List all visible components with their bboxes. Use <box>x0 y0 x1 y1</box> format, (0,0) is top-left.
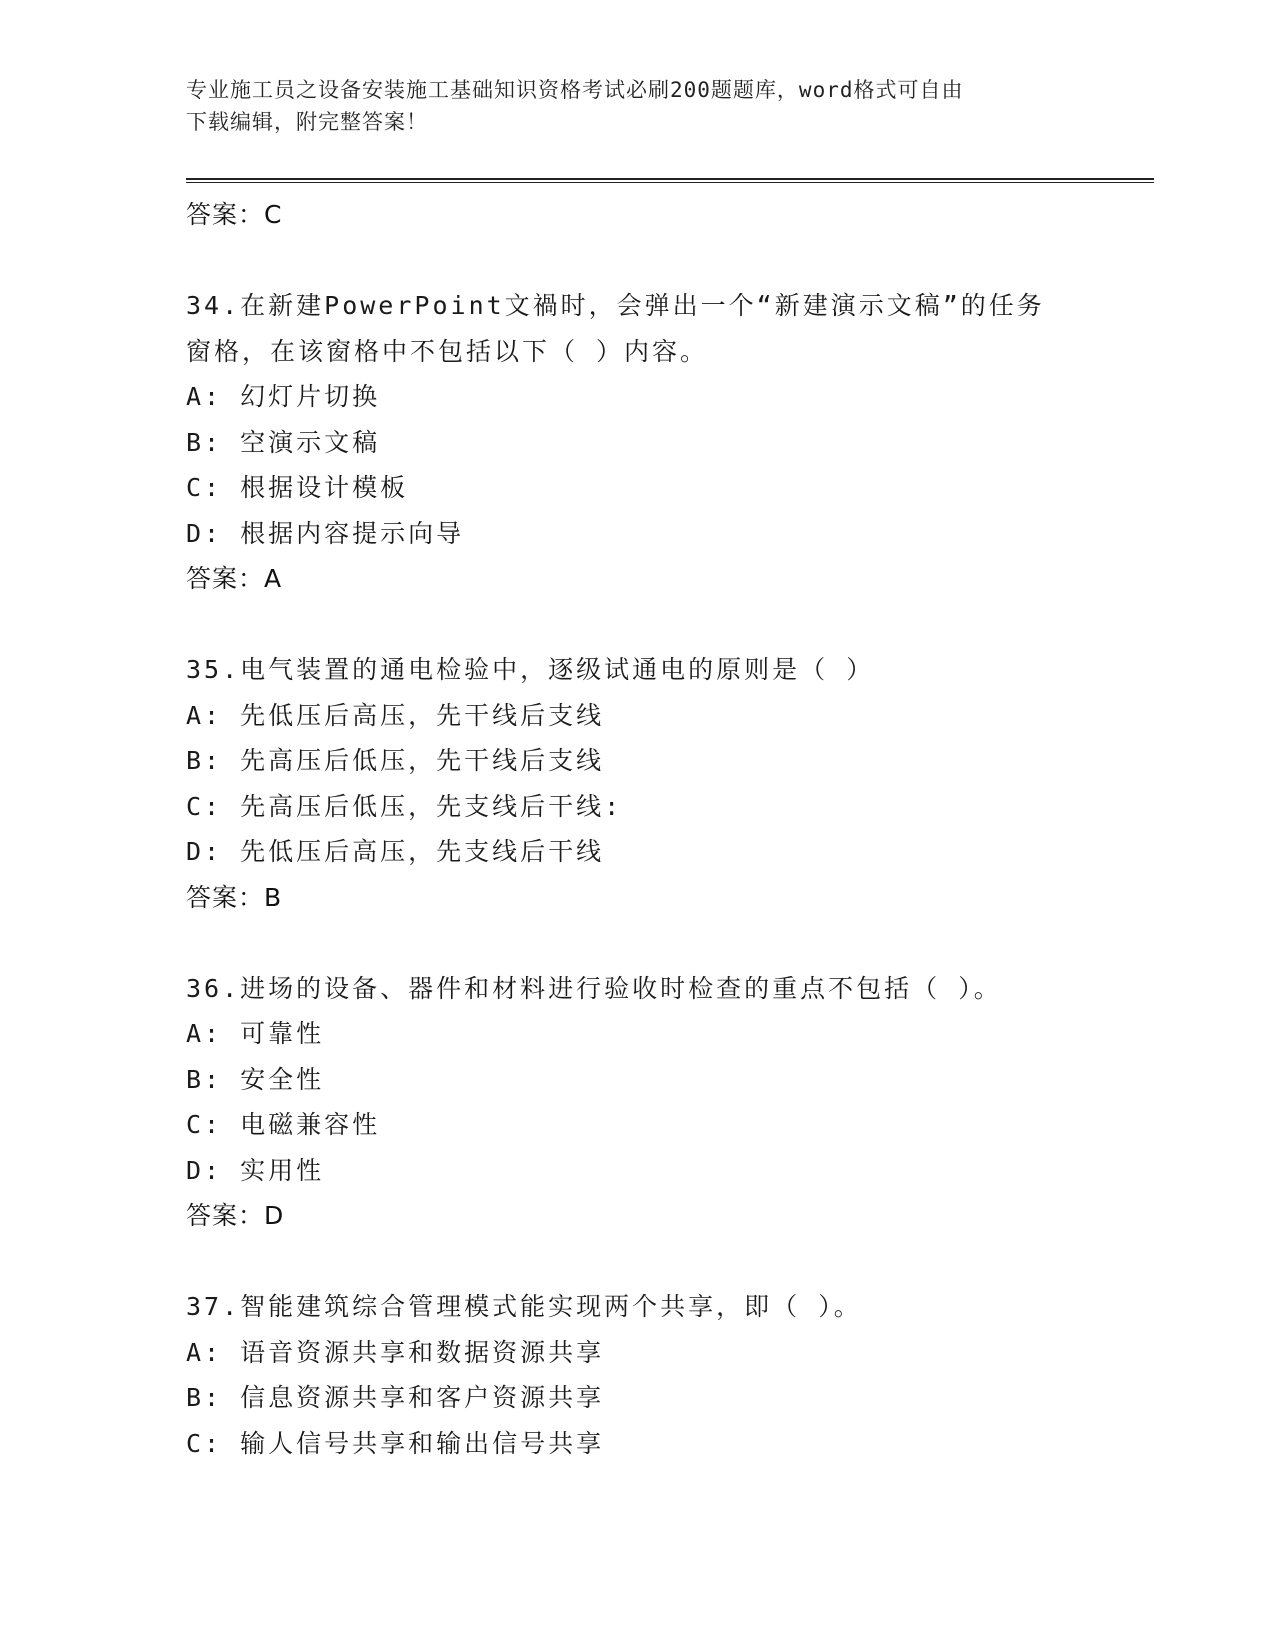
option-c: C: 输人信号共享和输出信号共享 <box>186 1428 605 1458</box>
option-d: D: 先低压后高压，先支线后干线 <box>186 837 605 866</box>
option-c: C: 根据设计模板 <box>186 473 409 502</box>
header-line-1: 专业施工员之设备安装施工基础知识资格考试必刷200题题库，word格式可自由 <box>186 78 964 102</box>
spacer <box>186 920 1154 966</box>
option-a: A: 幻灯片切换 <box>186 382 381 411</box>
spacer <box>186 1239 1154 1285</box>
question-stem-line: 37.智能建筑综合管理模式能实现两个共享，即（ ）。 <box>186 1292 862 1321</box>
header-line-2: 下载编辑，附完整答案！ <box>186 110 428 134</box>
option-b: B: 先高压后低压，先干线后支线 <box>186 746 605 775</box>
option-b: B: 安全性 <box>186 1064 325 1094</box>
question-stem-line: 窗格，在该窗格中不包括以下（ ）内容。 <box>186 336 709 366</box>
question-stem-line: 36.进场的设备、器件和材料进行验收时检查的重点不包括（ ）。 <box>186 973 1002 1003</box>
question-34 <box>186 283 1154 602</box>
option-a: A: 语音资源共享和数据资源共享 <box>186 1337 605 1367</box>
option-a: A: 先低压后高压，先干线后支线 <box>186 700 605 730</box>
spacer <box>186 238 1154 284</box>
option-c: C: 电磁兼容性 <box>186 1110 381 1139</box>
answer-label: 答案：A <box>186 564 283 593</box>
header-divider <box>186 178 1154 183</box>
question-36 <box>186 966 1154 1239</box>
option-b: B: 信息资源共享和客户资源共享 <box>186 1383 605 1412</box>
option-a: A: 可靠性 <box>186 1019 325 1048</box>
question-stem-line: 35.电气装置的通电检验中，逐级试通电的原则是（ ） <box>186 655 875 684</box>
option-b: B: 空演示文稿 <box>186 427 381 457</box>
option-c: C: 先高压后低压，先支线后干线: <box>186 791 623 821</box>
spacer <box>186 602 1154 648</box>
page-header <box>186 74 1086 138</box>
answer-label: 答案：B <box>186 882 283 912</box>
question-35 <box>186 647 1154 920</box>
question-37 <box>186 1284 1154 1466</box>
question-stem-line: 34.在新建PowerPoint文禍时，会弹出一个“新建演示文稿”的任务 <box>186 291 1045 320</box>
question-list <box>186 192 1154 1466</box>
answer-label: 答案：D <box>186 1201 285 1230</box>
option-d: D: 实用性 <box>186 1155 325 1185</box>
previous-answer: 答案：C <box>186 200 283 229</box>
option-d: D: 根据内容提示向导 <box>186 518 465 548</box>
